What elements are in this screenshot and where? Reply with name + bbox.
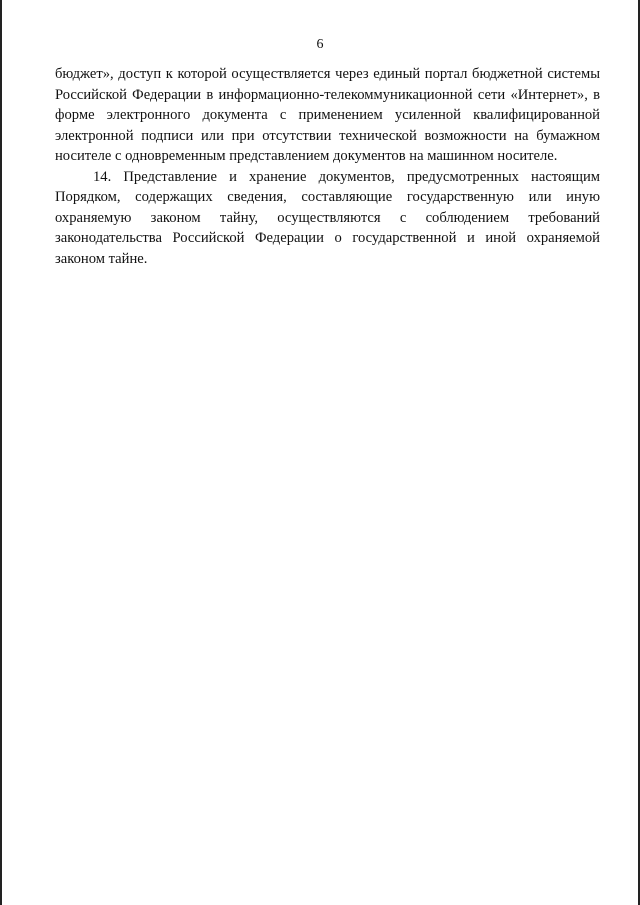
page-number: 6	[316, 37, 324, 52]
paragraph-continuation: бюджет», доступ к которой осуществляется через единый портал бюджетной системы Российской Федерации в информационно-телекоммуникационной сети «Интернет», в форме электронного документа с применением усиленной квалифицированной электронной подписи или при отсутствии технической возможности на бумажном носителе с одновременным представлением документов на машинном носителе.	[55, 66, 600, 164]
scan-edge-left	[0, 0, 2, 905]
paragraph-14: 14. Представление и хранение документов, предусмотренных настоящим Порядком, содержащих сведения, составляющие государственную или иную охраняемую законом тайну, осуществляются с соблюдением требований законодательства Российской Федерации о государственной и иной охраняемой законом тайне.	[55, 168, 600, 267]
body-text	[55, 64, 600, 269]
